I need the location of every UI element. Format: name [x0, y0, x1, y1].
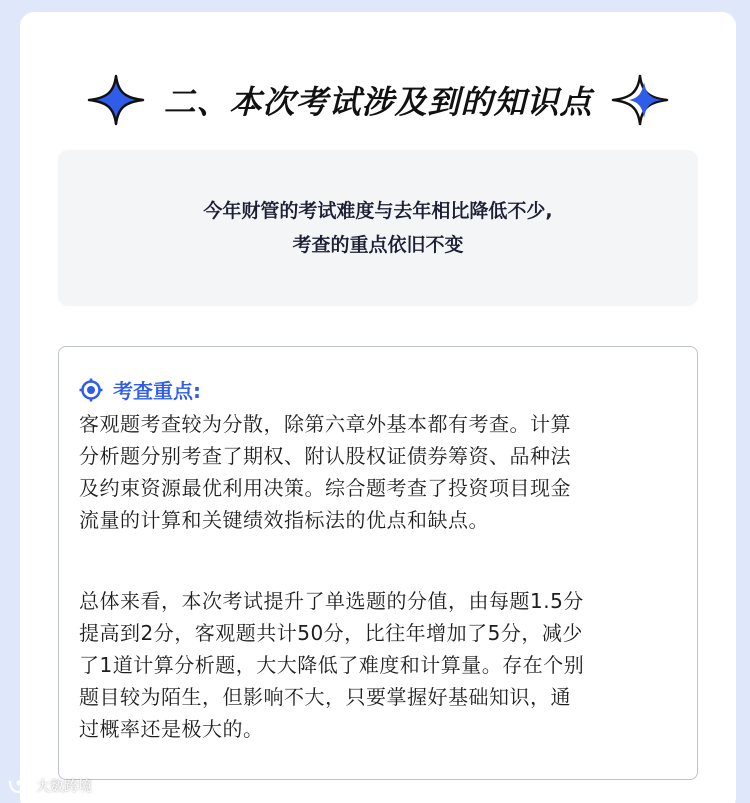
text-line: 及约束资源最优利用决策。综合题考查了投资项目现金 [79, 476, 571, 500]
paragraph-objective [79, 408, 684, 536]
intro-summary-box [58, 150, 698, 306]
text-line: 题目较为陌生，但影响不大，只要掌握好基础知识，通 [79, 685, 571, 709]
page-title: 二、本次考试涉及到的知识点 [163, 83, 593, 121]
watermark-logo-icon [6, 777, 32, 795]
paragraph-overall [79, 585, 684, 745]
text-line: 分析题分别考查了期权、附认股权证债券筹资、品种法 [79, 444, 571, 468]
key-points-label: 考查重点: [113, 379, 201, 403]
sparkle-icon [87, 74, 145, 126]
key-points-header [79, 375, 201, 404]
intro-line: 考查的重点依旧不变 [292, 234, 464, 256]
text-line: 了1道计算分析题，大大降低了难度和计算量。存在个别 [79, 653, 585, 677]
sparkle-icon [611, 74, 669, 126]
key-points-box [58, 346, 698, 780]
watermark [6, 776, 92, 796]
intro-line: 今年财管的考试难度与去年相比降低不少, [203, 200, 553, 222]
text-line: 过概率还是极大的。 [79, 717, 264, 741]
text-line: 总体来看，本次考试提升了单选题的分值，由每题1.5分 [79, 589, 584, 613]
content-card [20, 12, 736, 803]
section-header [20, 70, 736, 130]
text-line: 客观题考查较为分散，除第六章外基本都有考查。计算 [79, 412, 571, 436]
text-line: 流量的计算和关键绩效指标法的优点和缺点。 [79, 508, 489, 532]
watermark-text: 大数跨境 [36, 779, 92, 795]
text-line: 提高到2分，客观题共计50分，比往年增加了5分，减少 [79, 621, 583, 645]
target-icon [79, 378, 103, 402]
